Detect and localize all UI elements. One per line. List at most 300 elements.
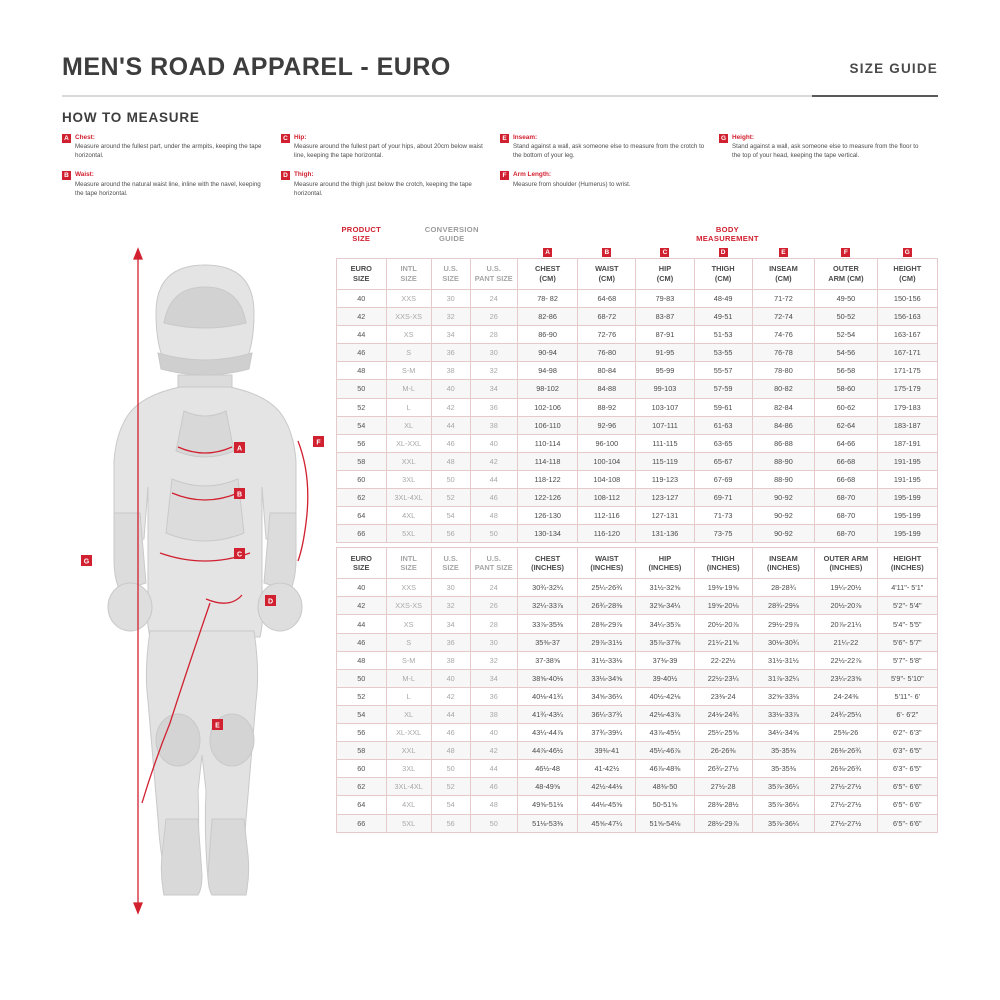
th-inseam-in: INSEAM (INCHES) [752,548,814,579]
table-cell: 34⅝-36¼ [578,687,636,705]
table-cell: 48 [470,507,517,525]
table-cell: 32⅝-34¼ [636,597,694,615]
table-cell: 103-107 [636,398,694,416]
badge-a-icon: A [62,134,71,143]
table-cell: 99-103 [636,380,694,398]
table-row [337,308,938,326]
table-cell: 71-72 [752,289,814,307]
table-cell: 35⅞-36¼ [752,796,814,814]
badge-g-icon: G [720,135,727,142]
table-cell: XXS-XS [386,308,431,326]
table-cell: 37⅜-39 [636,651,694,669]
table-cell: 78- 82 [517,289,577,307]
table-cell: 163-167 [877,326,937,344]
table-cell: 22-22½ [694,651,752,669]
table-cell: 94-98 [517,362,577,380]
table-cell: 115-119 [636,452,694,470]
th-outer-arm-cm: OUTER ARM (CM) [815,258,877,289]
col-letter-a-icon: A [543,248,552,257]
size-table [336,225,938,833]
table-body-inches [337,579,938,832]
table-cell: 60 [337,470,387,488]
table-cell: 55-57 [694,362,752,380]
table-cell: 127-131 [636,507,694,525]
th-us-pant-size-in: U.S. PANT SIZE [470,548,517,579]
table-cell: 56-58 [815,362,877,380]
measure-text-hip: Measure around the fullest part of your hips, about 20cm below waist line, keeping the tape horizontal. [294,143,483,160]
table-cell: 35-35⅜ [752,742,814,760]
table-row [337,705,938,723]
measure-label-arm-length: Arm Length: [513,171,551,179]
table-cell: 32 [470,651,517,669]
table-cell: 50 [470,814,517,832]
table-cell: 27½-28 [694,778,752,796]
table-letter-row [337,247,938,259]
table-row [337,742,938,760]
table-cell: 38 [431,651,470,669]
table-cell: 48 [431,742,470,760]
measure-text-waist: Measure around the natural waist line, inline with the navel, keeping the tape horizontal. [75,180,261,197]
th-us-size-cm: U.S. SIZE [431,258,470,289]
callout-b-icon: B [236,491,243,499]
group-conversion-guide: CONVERSION GUIDE [424,225,479,244]
measure-item-arm-length [500,170,705,189]
table-cell: 31½-32⅝ [636,579,694,597]
table-cell: 54 [337,416,387,434]
table-row [337,470,938,488]
table-cell: 3XL [386,760,431,778]
table-cell: 131-136 [636,525,694,543]
table-row [337,615,938,633]
table-cell: S-M [386,362,431,380]
table-cell: XXL [386,452,431,470]
table-cell: 24 [470,579,517,597]
table-cell: 32¼-33⅞ [517,597,577,615]
table-cell: 35⅞-36¼ [752,814,814,832]
table-cell: 36 [431,344,470,362]
th-intl-size-cm: INTL SIZE [386,258,431,289]
th-waist-in: WAIST (INCHES) [578,548,636,579]
table-cell: 6'- 6'2" [877,705,937,723]
th-outer-arm-in: OUTER ARM (INCHES) [815,548,877,579]
table-cell: 32 [431,308,470,326]
table-cell: 46 [431,724,470,742]
table-cell: 64-68 [578,289,636,307]
table-cell: 25¼-26¾ [578,579,636,597]
table-cell: 63-65 [694,434,752,452]
th-hip-cm: HIP (CM) [636,258,694,289]
table-cell: 24⅛-24¾ [694,705,752,723]
table-cell: 44 [470,470,517,488]
table-cell: 42 [470,452,517,470]
table-cell: 54 [431,507,470,525]
table-cell: 112-116 [578,507,636,525]
table-cell: XL [386,416,431,434]
table-row [337,760,938,778]
table-cell: 43⅞-45¼ [636,724,694,742]
table-cell: 90-92 [752,525,814,543]
table-cell: 87-91 [636,326,694,344]
table-cell: 61-63 [694,416,752,434]
table-cell: 44⅛-45⅝ [578,796,636,814]
table-cell: 51⅝-54⅛ [636,814,694,832]
measure-label-inseam: Inseam: [513,134,538,141]
table-cell: 33⅞-35⅜ [517,615,577,633]
table-cell: 52 [431,489,470,507]
table-cell: 40 [470,724,517,742]
table-cell: 46 [470,489,517,507]
table-cell: S [386,633,431,651]
table-cell: 72-74 [752,308,814,326]
table-cell: 30 [470,344,517,362]
table-cell: 30¾-32¼ [517,579,577,597]
table-cell: 118-122 [517,470,577,488]
table-cell: 32⅝-33⅛ [752,687,814,705]
callout-d-icon: D [267,598,274,606]
table-cell: XL [386,705,431,723]
table-cell: 29⅞-31½ [578,633,636,651]
col-letter-f-icon: F [841,248,850,257]
table-cell: 50 [337,669,387,687]
badge-b-icon: B [62,171,71,180]
badge-d-icon: D [281,171,290,180]
table-cell: 31½-33⅛ [578,651,636,669]
callout-g-icon: G [83,558,90,566]
table-cell: 30 [431,289,470,307]
table-cell: 62 [337,489,387,507]
table-cell: 100-104 [578,452,636,470]
col-letter-c-icon: C [660,248,669,257]
table-cell: 28 [470,615,517,633]
table-cell: 35⅜-37 [517,633,577,651]
table-cell: 64-66 [815,434,877,452]
th-height-in: HEIGHT (INCHES) [877,548,937,579]
table-cell: 20⅞-21¼ [815,615,877,633]
table-cell: 37-38⅝ [517,651,577,669]
badge-c-icon: C [281,134,290,143]
table-cell: S-M [386,651,431,669]
table-cell: 27½-27½ [815,814,877,832]
table-cell: 46 [337,633,387,651]
table-cell: 69-71 [694,489,752,507]
measure-column-1 [62,133,281,208]
measure-column-3 [500,133,719,208]
table-cell: 38 [431,362,470,380]
table-body-cm [337,289,938,542]
table-cell: 26¾-27½ [694,760,752,778]
table-cell: 195-199 [877,489,937,507]
table-cell: 41¾-43¼ [517,705,577,723]
table-cell: 24 [470,289,517,307]
table-row [337,651,938,669]
table-cell: 50 [470,525,517,543]
table-cell: 66 [337,814,387,832]
table-cell: 46⅞-48⅜ [636,760,694,778]
table-cell: 26⅜-26¾ [815,760,877,778]
measure-item-waist [62,170,267,198]
badge-f-icon: F [500,171,509,180]
table-cell: 4'11"- 5'1" [877,579,937,597]
th-height-cm: HEIGHT (CM) [877,258,937,289]
table-cell: 6'5"- 6'6" [877,778,937,796]
table-cell: 29½-29⅞ [752,615,814,633]
table-cell: 49⅝-51⅛ [517,796,577,814]
table-cell: 35⅞-36¼ [752,778,814,796]
size-guide-badge: SIZE GUIDE [849,61,938,76]
table-cell: 62-64 [815,416,877,434]
table-cell: 90-94 [517,344,577,362]
table-cell: 42 [470,742,517,760]
table-row [337,362,938,380]
table-cell: 28⅜-29⅞ [578,615,636,633]
table-cell: 183-187 [877,416,937,434]
table-cell: 35-35⅜ [752,760,814,778]
measure-item-thigh [281,170,486,198]
table-cell: 20½-20⅞ [815,597,877,615]
table-cell: 71-73 [694,507,752,525]
table-cell: 195-199 [877,507,937,525]
table-cell: 21¼-21⅝ [694,633,752,651]
th-hip-in: HIP (INCHES) [636,548,694,579]
table-cell: 22½-23¼ [694,669,752,687]
table-cell: 31⅞-32¼ [752,669,814,687]
table-cell: 49-50 [815,289,877,307]
table-cell: 35⅞-37⅜ [636,633,694,651]
table-row [337,724,938,742]
table-cell: M-L [386,380,431,398]
measure-text-height: Stand against a wall, ask someone else to measure from the floor to the top of your head, keeping the tape vertical. [732,143,919,160]
table-cell: 83-87 [636,308,694,326]
table-cell: 48⅜-50 [636,778,694,796]
callout-c-icon: C [236,551,243,559]
table-cell: 58 [337,452,387,470]
table-cell: 44⅞-46½ [517,742,577,760]
table-cell: 26-26⅜ [694,742,752,760]
table-cell: 98-102 [517,380,577,398]
table-cell: 50 [431,470,470,488]
table-cell: 5'4"- 5'5" [877,615,937,633]
table-cell: 123-127 [636,489,694,507]
table-cell: 126-130 [517,507,577,525]
table-row [337,597,938,615]
table-cell: 56 [337,724,387,742]
table-row [337,289,938,307]
table-cell: 59-61 [694,398,752,416]
th-thigh-in: THIGH (INCHES) [694,548,752,579]
table-cell: 24-24⅜ [815,687,877,705]
table-cell: 106-110 [517,416,577,434]
table-cell: 90-92 [752,489,814,507]
measure-label-thigh: Thigh: [294,171,314,179]
table-cell: 3XL-4XL [386,778,431,796]
table-row [337,796,938,814]
measure-text-chest: Measure around the fullest part, under the armpits, keeping the tape horizontal. [75,143,262,160]
table-cell: 19¼-20½ [815,579,877,597]
table-cell: 46 [431,434,470,452]
table-cell: 91-95 [636,344,694,362]
table-cell: 191-195 [877,470,937,488]
measure-item-chest [62,133,267,161]
table-cell: 104-108 [578,470,636,488]
table-cell: 68-70 [815,507,877,525]
table-cell: 62 [337,778,387,796]
table-cell: 86-88 [752,434,814,452]
table-cell: 26 [470,308,517,326]
table-cell: 3XL [386,470,431,488]
th-thigh-cm: THIGH (CM) [694,258,752,289]
measure-column-4 [719,133,938,208]
table-row [337,398,938,416]
table-cell: 6'3"- 6'5" [877,760,937,778]
table-cell: 34 [431,615,470,633]
table-cell: 5'2"- 5'4" [877,597,937,615]
th-waist-cm: WAIST (CM) [578,258,636,289]
table-cell: 48-49 [694,289,752,307]
table-cell: 50-52 [815,308,877,326]
table-group-header-row [337,225,938,247]
table-row [337,633,938,651]
measurement-figure [60,235,350,925]
table-cell: 5'7"- 5'8" [877,651,937,669]
th-intl-size-in: INTL SIZE [386,548,431,579]
table-row [337,344,938,362]
table-cell: 6'5"- 6'6" [877,796,937,814]
table-cell: 179-183 [877,398,937,416]
table-cell: 44 [337,326,387,344]
table-cell: 191-195 [877,452,937,470]
table-cell: 40 [337,579,387,597]
table-cell: 27½-27½ [815,778,877,796]
table-cell: 44 [431,416,470,434]
col-letter-e-icon: E [779,248,788,257]
table-cell: 19⅜-19⅝ [694,579,752,597]
table-cell: 187-191 [877,434,937,452]
table-cell: XXS-XS [386,597,431,615]
table-row [337,778,938,796]
table-cell: 36 [431,633,470,651]
th-euro-size-in: EURO SIZE [337,548,387,579]
table-cell: XXL [386,742,431,760]
table-cell: 122-126 [517,489,577,507]
table-cell: 28¾-29⅛ [752,597,814,615]
table-cell: 42 [337,597,387,615]
table-cell: 19⅝-20⅛ [694,597,752,615]
table-cell: 76-78 [752,344,814,362]
table-cell: 34 [470,669,517,687]
table-row [337,579,938,597]
table-cell: 114-118 [517,452,577,470]
table-cell: 5'6"- 5'7" [877,633,937,651]
table-cell: 46 [470,778,517,796]
how-to-measure-heading: HOW TO MEASURE [62,110,200,125]
table-cell: 26⅜-26¾ [815,742,877,760]
table-cell: 33⅛-33⅞ [752,705,814,723]
table-row [337,507,938,525]
table-cell: 78-80 [752,362,814,380]
table-cell: 39⅜-41 [578,742,636,760]
table-cell: 24¾-25¼ [815,705,877,723]
table-cell: 31½-31½ [752,651,814,669]
table-row [337,525,938,543]
table-cell: 26 [470,597,517,615]
table-cell: 52-54 [815,326,877,344]
table-cell: 68-70 [815,525,877,543]
measure-column-2 [281,133,500,208]
table-cell: 52 [431,778,470,796]
table-cell: 44 [470,760,517,778]
table-cell: 74-76 [752,326,814,344]
table-cell: 41-42½ [578,760,636,778]
table-cell: 45⅝-47¼ [578,814,636,832]
table-cell: 44 [337,615,387,633]
table-cell: 48 [337,362,387,380]
table-cell: 96-100 [578,434,636,452]
table-cell: 6'3"- 6'5" [877,742,937,760]
header-divider-accent [812,95,938,97]
table-cell: 110-114 [517,434,577,452]
table-cell: 53-55 [694,344,752,362]
page-header [62,55,938,80]
table-cell: 30 [470,633,517,651]
table-cell: 46 [337,344,387,362]
measure-label-hip: Hip: [294,134,307,141]
table-cell: 48-49⅝ [517,778,577,796]
table-cell: 54 [337,705,387,723]
table-cell: 50 [431,760,470,778]
table-cell: 48 [431,452,470,470]
table-cell: 6'2"- 6'3" [877,724,937,742]
table-cell: 23¼-23⅝ [815,669,877,687]
table-row [337,669,938,687]
page-title: MEN'S ROAD APPAREL - EURO [62,53,451,81]
col-letter-d-icon: D [719,248,728,257]
badge-e-icon: E [500,134,509,143]
table-cell: 72-76 [578,326,636,344]
table-cell: 32 [431,597,470,615]
table-cell: 30 [431,579,470,597]
table-cell: 84-88 [578,380,636,398]
table-cell: 76-80 [578,344,636,362]
table-cell: 56 [337,434,387,452]
table-cell: 108-112 [578,489,636,507]
table-cell: 60-62 [815,398,877,416]
table-cell: 111-115 [636,434,694,452]
table-cell: 102-106 [517,398,577,416]
table-cell: 25⅜-26 [815,724,877,742]
table-cell: 40 [431,669,470,687]
table-cell: 119-123 [636,470,694,488]
col-letter-b-icon: B [602,248,611,257]
table-cell: 60 [337,760,387,778]
table-cell: 79-83 [636,289,694,307]
table-cell: 150-156 [877,289,937,307]
table-row [337,416,938,434]
table-cell: 68-70 [815,489,877,507]
table-row [337,489,938,507]
table-cell: 65-67 [694,452,752,470]
table-cell: 42½-44⅛ [578,778,636,796]
table-cell: 34¼-34⅝ [752,724,814,742]
table-cell: XXS [386,289,431,307]
table-cell: 52 [337,398,387,416]
measure-item-inseam [500,133,705,161]
table-cell: 25¼-25⅝ [694,724,752,742]
size-table-wrap [336,225,938,833]
table-cell: 48 [470,796,517,814]
table-cell: 5XL [386,525,431,543]
table-cell: 49-51 [694,308,752,326]
table-cell: 52 [337,687,387,705]
